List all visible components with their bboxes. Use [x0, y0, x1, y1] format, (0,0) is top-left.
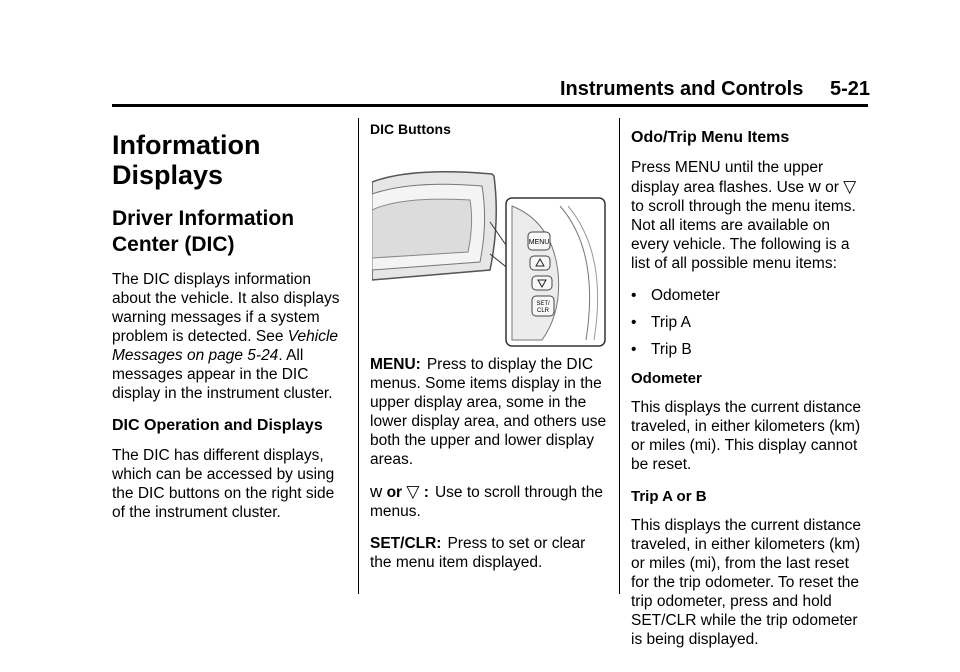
column-divider-1	[358, 118, 359, 594]
page-header-title: Instruments and Controls	[560, 78, 804, 100]
dic-intro-paragraph: The DIC displays information about the vehicle. It also displays warning messages if a system problem is detected. See Vehicle Messages on page 5-24. All messages appear in the DIC display in the instrument cluster.	[112, 271, 340, 402]
dic-buttons-illustration	[372, 162, 606, 348]
up-arrow-icon: w	[808, 177, 821, 196]
up-arrow-icon: w	[370, 482, 383, 501]
section-heading: Information Displays	[112, 130, 261, 190]
dic-operation-heading: DIC Operation and Displays	[112, 417, 323, 434]
list-item: • Trip B	[631, 341, 692, 358]
list-item: • Odometer	[631, 287, 720, 304]
svg-text:CLR: CLR	[536, 308, 550, 314]
dic-operation-paragraph: The DIC has different displays, which can be accessed by using the DIC buttons on the right side of the instrument cluster.	[112, 447, 335, 521]
xref-link[interactable]: Vehicle Messages on page 5-24	[112, 328, 339, 364]
down-button-figure	[532, 276, 552, 290]
scroll-description: w or ▽ : Use to scroll through the menus.	[370, 482, 603, 520]
menu-button-figure	[528, 232, 550, 250]
odometer-heading: Odometer	[631, 370, 702, 387]
header-rule	[112, 104, 868, 107]
menu-description: MENU: Press to display the DIC menus. Some items display in the upper display area, some in the lower display area, and others use both the upper and lower display areas.	[370, 356, 607, 468]
svg-text:SET/: SET/	[536, 301, 550, 307]
trip-paragraph: This displays the current distance traveled, in either kilometers (km) or miles (mi), from the last reset for the trip odometer. To reset the trip odometer, press and hold SET/CLR while the trip odometer is being displayed.	[631, 517, 862, 648]
trip-heading: Trip A or B	[631, 488, 707, 505]
column-3	[631, 120, 871, 662]
odo-trip-heading: Odo/Trip Menu Items	[631, 129, 790, 146]
figure-caption: DIC Buttons	[370, 121, 451, 137]
odo-trip-intro: Press MENU until the upper display area flashes. Use w or ▽ to scroll through the menu items. Not all items are available on every vehicle. The following is a list of all possible menu items:	[631, 159, 857, 272]
down-arrow-icon: ▽	[843, 177, 857, 196]
down-arrow-icon: ▽	[406, 482, 420, 501]
setclr-description: SET/CLR: Press to set or clear the menu item displayed.	[370, 535, 586, 571]
subsection-heading: Driver Information Center (DIC)	[112, 207, 295, 256]
column-1	[112, 120, 344, 535]
svg-text:MENU: MENU	[528, 239, 550, 246]
page-number: 5-21	[830, 78, 871, 100]
odometer-paragraph: This displays the current distance traveled, in either kilometers (km) or miles (mi). This display cannot be reset.	[631, 399, 862, 473]
up-button-figure	[530, 256, 550, 270]
list-item: • Trip A	[631, 314, 691, 331]
column-divider-2	[619, 118, 620, 594]
setclr-button-figure	[532, 296, 554, 316]
